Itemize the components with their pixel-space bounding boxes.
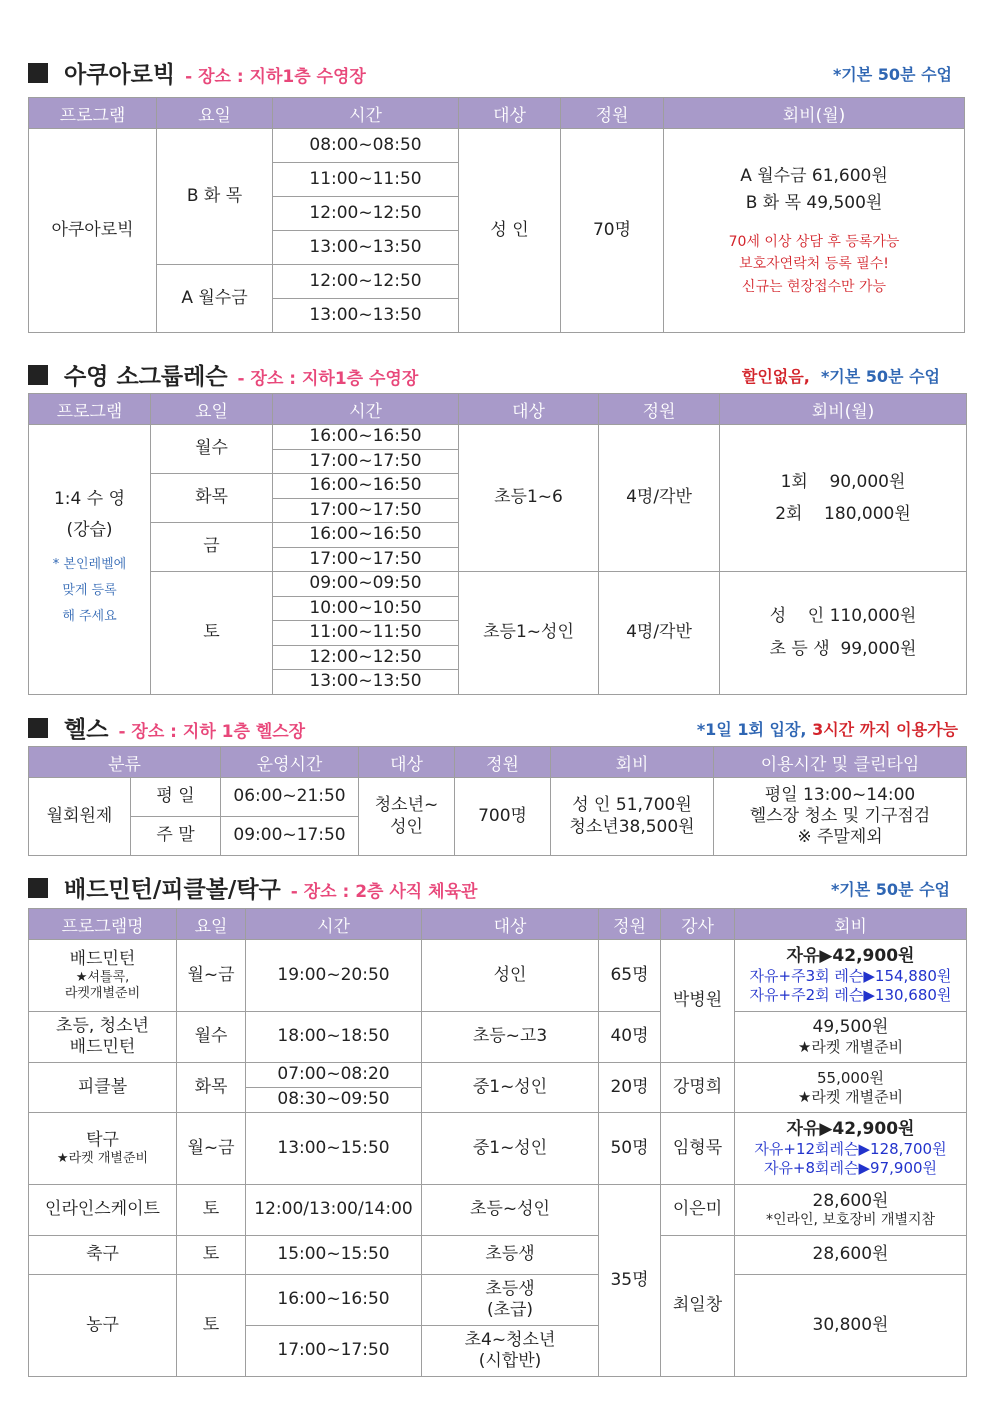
swim-header (28, 360, 966, 390)
col-header: 운영시간 (221, 747, 359, 778)
aqua-location: - 장소 : 지하1층 수영장 (185, 67, 366, 87)
time-cell: 12:00/13:00/14:00 (246, 1185, 422, 1236)
aqua-note: *기본 50분 수업 (832, 65, 952, 84)
category-cell: 월회원제 (29, 778, 131, 856)
target-line: 초등생 (485, 1278, 535, 1299)
fee-line: 자유▶42,900원 (786, 946, 915, 967)
program-name: 아쿠아로빅 (29, 129, 157, 333)
instructor-cell: 박병원 (661, 940, 735, 1063)
col-header: 프로그램명 (29, 909, 177, 940)
fee-line: 28,600원 (812, 1190, 889, 1211)
day-cell: 화목 (177, 1063, 246, 1113)
time-cell: 17:00~17:50 (273, 449, 459, 474)
time-cell: 13:00~13:50 (273, 231, 459, 265)
fee-cell (720, 425, 967, 572)
swim-note: 할인없음, *기본 50분 수업 (741, 367, 940, 386)
time-cell: 13:00~15:50 (246, 1113, 422, 1185)
cleantime-line: 헬스장 청소 및 기구점검 (749, 805, 931, 826)
fee-line: ★라켓 개별준비 (797, 1038, 904, 1057)
program-line: ★셔틀콕, (75, 969, 130, 985)
col-header: 분류 (29, 747, 221, 778)
target-cell: 초등생 (422, 1236, 599, 1275)
target-cell: 중1~성인 (422, 1113, 599, 1185)
program-name (29, 425, 151, 695)
target-line: 성인 (390, 816, 423, 837)
health-title: 헬스 - 장소 : 지하 1층 헬스장 (64, 717, 306, 743)
fee-cell (664, 129, 965, 333)
fee-line: *인라인, 보호장비 개별지참 (765, 1211, 936, 1228)
col-header: 요일 (177, 909, 246, 940)
time-cell: 12:00~12:50 (273, 197, 459, 231)
col-header: 대상 (422, 909, 599, 940)
capacity-cell: 35명 (599, 1185, 661, 1377)
fee-line: 자유+12회레슨▶128,700원 (754, 1140, 947, 1159)
col-header: 프로그램 (29, 394, 151, 425)
day-cell: 월수 (177, 1012, 246, 1063)
col-header: 시간 (273, 394, 459, 425)
fee-line: 성 인 110,000원 (769, 606, 917, 627)
fee-cell: 28,600원 (735, 1236, 967, 1275)
program-line: 탁구 (86, 1129, 119, 1150)
cleantime-cell (714, 778, 967, 856)
fee-line: 49,500원 (812, 1017, 889, 1037)
time-cell: 09:00~17:50 (221, 817, 359, 856)
time-cell: 08:30~09:50 (246, 1088, 422, 1113)
capacity-cell: 4명/각반 (599, 572, 720, 695)
time-cell: 15:00~15:50 (246, 1236, 422, 1275)
fee-line: ★라켓 개별준비 (797, 1087, 904, 1106)
time-cell: 16:00~16:50 (273, 474, 459, 499)
col-header: 정원 (599, 394, 720, 425)
health-header (28, 713, 966, 743)
day-cell: 토 (177, 1236, 246, 1275)
capacity-cell: 20명 (599, 1063, 661, 1113)
time-cell: 12:00~12:50 (273, 645, 459, 670)
target-cell (422, 1326, 599, 1377)
warning-text: 신규는 현장접수만 가능 (741, 278, 887, 295)
square-bullet-icon (28, 718, 48, 738)
time-cell: 13:00~13:50 (273, 299, 459, 333)
fee-cell (735, 1012, 967, 1063)
time-cell: 13:00~13:50 (273, 670, 459, 695)
program-line: 배드민턴 (69, 1037, 136, 1057)
program-name: 피클볼 (29, 1063, 177, 1113)
day-cell: 월~금 (177, 1113, 246, 1185)
instructor-cell: 강명희 (661, 1063, 735, 1113)
day-cell: 평 일 (131, 778, 221, 817)
square-bullet-icon (28, 63, 48, 83)
cleantime-line: ※ 주말제외 (797, 827, 883, 848)
col-header: 요일 (157, 98, 273, 129)
instructor-cell: 이은미 (661, 1185, 735, 1236)
program-line: 1:4 수 영 (53, 489, 125, 509)
time-cell: 17:00~17:50 (273, 547, 459, 572)
time-cell: 07:00~08:20 (246, 1063, 422, 1088)
target-cell: 성 인 (459, 129, 561, 333)
fee-line: 성 인 51,700원 (572, 795, 692, 816)
col-header: 정원 (599, 909, 661, 940)
target-cell: 성인 (422, 940, 599, 1012)
time-cell: 09:00~09:50 (273, 572, 459, 597)
fee-a: A 월수금 61,600원 (740, 165, 888, 186)
target-cell: 초등~고3 (422, 1012, 599, 1063)
col-header: 회비 (735, 909, 967, 940)
col-header: 회비(월) (720, 394, 967, 425)
target-line: (초급) (486, 1300, 534, 1320)
col-header: 회비(월) (664, 98, 965, 129)
capacity-cell: 65명 (599, 940, 661, 1012)
program-line: 라켓개별준비 (64, 986, 141, 1002)
sports-title: 배드민턴/피클볼/탁구 - 장소 : 2층 사직 체육관 (64, 877, 478, 903)
time-cell: 12:00~12:50 (273, 265, 459, 299)
day-cell: 월수 (151, 425, 273, 474)
program-line: (강습) (66, 520, 113, 541)
capacity-cell: 70명 (561, 129, 664, 333)
program-name: 축구 (29, 1236, 177, 1275)
sports-header (28, 873, 966, 903)
capacity-cell: 40명 (599, 1012, 661, 1063)
health-note: *1일 1회 입장, 3시간 까지 이용가능 (696, 720, 958, 739)
aqua-title: 아쿠아로빅 - 장소 : 지하1층 수영장 (64, 62, 366, 88)
aqua-table (28, 97, 965, 333)
day-cell: 토 (177, 1185, 246, 1236)
col-header: 대상 (459, 394, 599, 425)
program-name (29, 940, 177, 1012)
fee-cell (735, 940, 967, 1012)
day-cell: 금 (151, 523, 273, 572)
target-line: 초4~청소년 (464, 1329, 556, 1350)
target-line: (시합반) (478, 1351, 542, 1371)
fee-line: 자유+주2회 레슨▶130,680원 (749, 986, 952, 1005)
time-cell: 16:00~16:50 (273, 523, 459, 548)
program-note: * 본인레벨에 (52, 556, 127, 572)
target-line: 청소년~ (374, 795, 439, 816)
col-header: 강사 (661, 909, 735, 940)
swim-title: 수영 소그룹레슨 - 장소 : 지하1층 수영장 (64, 364, 419, 390)
fee-cell (735, 1185, 967, 1236)
time-cell: 11:00~11:50 (273, 163, 459, 197)
instructor-cell: 임형묵 (661, 1113, 735, 1185)
program-line: ★라켓 개별준비 (56, 1151, 149, 1166)
col-header: 정원 (455, 747, 551, 778)
capacity-cell: 50명 (599, 1113, 661, 1185)
fee-b: B 화 목 49,500원 (745, 192, 883, 213)
fee-cell (735, 1113, 967, 1185)
fee-cell (551, 778, 714, 856)
day-cell: B 화 목 (157, 129, 273, 265)
col-header: 요일 (151, 394, 273, 425)
capacity-cell: 4명/각반 (599, 425, 720, 572)
col-header: 이용시간 및 클린타임 (714, 747, 967, 778)
col-header: 회비 (551, 747, 714, 778)
program-name: 농구 (29, 1275, 177, 1377)
col-header: 대상 (459, 98, 561, 129)
program-name: 인라인스케이트 (29, 1185, 177, 1236)
warning-text: 70세 이상 상담 후 등록가능 (728, 234, 900, 251)
fee-line: 2회 180,000원 (775, 504, 911, 524)
fee-line: 초 등 생 99,000원 (769, 638, 917, 659)
target-cell: 중1~성인 (422, 1063, 599, 1113)
warning-text: 보호자연락처 등록 필수! (739, 256, 889, 273)
target-cell (359, 778, 455, 856)
swim-table (28, 393, 967, 695)
col-header: 프로그램 (29, 98, 157, 129)
capacity-cell: 700명 (455, 778, 551, 856)
swim-location: - 장소 : 지하1층 수영장 (237, 369, 419, 389)
time-cell: 08:00~08:50 (273, 129, 459, 163)
col-header: 시간 (273, 98, 459, 129)
program-name (29, 1012, 177, 1063)
program-note: 맞게 등록 (62, 582, 117, 598)
program-line: 배드민턴 (69, 948, 136, 969)
program-name (29, 1113, 177, 1185)
fee-cell (735, 1063, 967, 1113)
target-cell: 초등~성인 (422, 1185, 599, 1236)
day-cell: 주 말 (131, 817, 221, 856)
day-cell: 월~금 (177, 940, 246, 1012)
fee-cell: 30,800원 (735, 1275, 967, 1377)
time-cell: 10:00~10:50 (273, 596, 459, 621)
cleantime-line: 평일 13:00~14:00 (764, 784, 916, 805)
fee-line: 청소년38,500원 (569, 816, 695, 837)
health-location: - 장소 : 지하 1층 헬스장 (118, 722, 306, 742)
day-cell: 화목 (151, 474, 273, 523)
target-cell (422, 1275, 599, 1326)
target-cell: 초등1~성인 (459, 572, 599, 695)
col-header: 정원 (561, 98, 664, 129)
fee-line: 자유+8회레슨▶97,900원 (763, 1159, 938, 1178)
time-cell: 06:00~21:50 (221, 778, 359, 817)
sports-location: - 장소 : 2층 사직 체육관 (290, 882, 478, 902)
aqua-header (28, 58, 966, 88)
time-cell: 19:00~20:50 (246, 940, 422, 1012)
square-bullet-icon (28, 365, 48, 385)
time-cell: 16:00~16:50 (246, 1275, 422, 1326)
day-cell: 토 (151, 572, 273, 695)
time-cell: 11:00~11:50 (273, 621, 459, 646)
day-cell: 토 (177, 1275, 246, 1377)
time-cell: 17:00~17:50 (273, 498, 459, 523)
fee-cell (720, 572, 967, 695)
health-table (28, 746, 967, 856)
instructor-cell: 최일창 (661, 1236, 735, 1377)
fee-line: 자유▶42,900원 (786, 1119, 915, 1140)
program-note: 해 주세요 (62, 608, 117, 624)
col-header: 대상 (359, 747, 455, 778)
fee-line: 55,000원 (817, 1068, 884, 1087)
fee-line: 자유+주3회 레슨▶154,880원 (749, 967, 952, 986)
time-cell: 17:00~17:50 (246, 1326, 422, 1377)
col-header: 시간 (246, 909, 422, 940)
time-cell: 16:00~16:50 (273, 425, 459, 450)
program-line: 초등, 청소년 (56, 1015, 149, 1036)
sports-note: *기본 50분 수업 (830, 880, 950, 899)
time-cell: 18:00~18:50 (246, 1012, 422, 1063)
square-bullet-icon (28, 878, 48, 898)
sports-table (28, 908, 967, 1377)
day-cell: A 월수금 (157, 265, 273, 333)
target-cell: 초등1~6 (459, 425, 599, 572)
fee-line: 1회 90,000원 (780, 471, 906, 492)
